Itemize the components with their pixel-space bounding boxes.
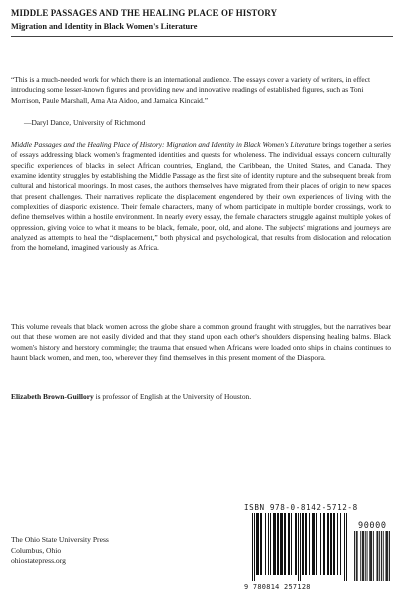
addon-bar bbox=[381, 531, 382, 581]
barcode-bar bbox=[346, 513, 347, 581]
addon-bar bbox=[357, 531, 358, 581]
barcode-bar bbox=[334, 513, 335, 575]
barcode-bar bbox=[306, 513, 307, 575]
barcode-bar bbox=[330, 513, 331, 575]
barcode-bar bbox=[296, 513, 297, 575]
barcode-bar bbox=[280, 513, 281, 575]
barcode-bar bbox=[295, 513, 296, 575]
barcode-bar bbox=[323, 513, 324, 575]
addon-bar bbox=[373, 531, 374, 581]
addon-bar bbox=[383, 531, 384, 581]
barcode-bar bbox=[316, 513, 317, 575]
barcode-bar bbox=[282, 513, 283, 575]
description-paragraph-1 bbox=[11, 140, 391, 254]
barcode-bar bbox=[327, 513, 328, 575]
barcode-bar bbox=[320, 513, 321, 575]
barcode-bar bbox=[344, 513, 345, 581]
addon-bar bbox=[387, 531, 388, 581]
barcode-bar bbox=[284, 513, 285, 575]
barcode-bar bbox=[312, 513, 313, 575]
author-name: Elizabeth Brown-Guillory bbox=[11, 392, 94, 401]
barcode-bar bbox=[331, 513, 332, 575]
barcode-bar bbox=[252, 513, 253, 581]
barcode-bar bbox=[309, 513, 310, 575]
barcode-bar bbox=[305, 513, 306, 575]
addon-bar bbox=[369, 531, 370, 581]
barcode-bar bbox=[261, 513, 262, 575]
addon-bar bbox=[363, 531, 364, 581]
addon-bar bbox=[379, 531, 380, 581]
barcode-bar bbox=[258, 513, 259, 575]
addon-bar bbox=[356, 531, 357, 581]
barcode-bar bbox=[274, 513, 275, 575]
addon-bar bbox=[365, 531, 366, 581]
addon-bar bbox=[377, 531, 378, 581]
addon-bar bbox=[386, 531, 387, 581]
barcode-bar bbox=[275, 513, 276, 575]
addon-bar bbox=[377, 531, 378, 581]
barcode-bar bbox=[291, 513, 292, 575]
barcode-bar bbox=[281, 513, 282, 575]
publisher-location: Columbus, Ohio bbox=[11, 545, 62, 555]
barcode-bar bbox=[285, 513, 286, 575]
barcode-digits: 9 780814 257128 bbox=[244, 583, 311, 591]
barcode-bar bbox=[278, 513, 279, 575]
barcode-bar bbox=[337, 513, 338, 575]
barcode-bar bbox=[314, 513, 315, 575]
barcode-bar bbox=[254, 513, 255, 581]
author-bio-text: is professor of English at the University of Houston. bbox=[93, 392, 252, 401]
endorsement-quote: “This is a much-needed work for which there is an international audience. The essays cover a variety of writers, in effect introducing some lesser-known figures and providing new and innovative readings of established figures, such as Toni Morrison, Paule Marshall, Ama Ata Aidoo, and Jamaica Kincaid.” bbox=[11, 75, 371, 105]
barcode-bar bbox=[333, 513, 334, 575]
barcode-bar bbox=[324, 513, 325, 575]
book-title: MIDDLE PASSAGES AND THE HEALING PLACE OF HISTORY bbox=[11, 8, 278, 18]
addon-bar bbox=[354, 531, 355, 581]
barcode-bar bbox=[302, 513, 303, 575]
endorsement-attribution: —Daryl Dance, University of Richmond bbox=[24, 118, 146, 127]
header-divider bbox=[11, 36, 393, 37]
publisher-info bbox=[11, 535, 171, 567]
barcode-bar bbox=[288, 513, 289, 575]
barcode-bar bbox=[298, 513, 299, 581]
barcode-bar bbox=[260, 513, 261, 575]
barcode-bar bbox=[257, 513, 258, 575]
price-code: 90000 bbox=[358, 521, 387, 531]
barcode-bar bbox=[328, 513, 329, 575]
barcode-bar bbox=[265, 513, 266, 575]
barcode-bar bbox=[313, 513, 314, 575]
isbn-label: ISBN 978-0-8142-5712-8 bbox=[244, 503, 358, 512]
barcode-bar bbox=[289, 513, 290, 575]
addon-bar bbox=[389, 531, 390, 581]
publisher-website[interactable]: ohiostatepress.org bbox=[11, 556, 66, 566]
barcode-bar bbox=[256, 513, 257, 575]
barcode-bar bbox=[270, 513, 271, 575]
description-paragraph-2: This volume reveals that black women across the globe share a common ground fraught with struggles, but the narratives bear out that these women are not easily divided and that they stand upon each other's shoulders dispensing healing balms. Black women's history and herstory commingle; the trauma that ensued when Africans were loaded onto ships in chains continues to haunt black women, and men, too, wherever they find themselves in this present moment of the Diaspora. bbox=[11, 322, 391, 363]
addon-bar bbox=[362, 531, 363, 581]
barcode-bar bbox=[300, 513, 301, 581]
addon-bar bbox=[371, 531, 372, 581]
barcode-bar bbox=[340, 513, 341, 575]
barcode-bar bbox=[268, 513, 269, 575]
description-book-title: Middle Passages and the Healing Place of History: Migration and Identity in Black Women's Literature bbox=[11, 140, 321, 149]
author-bio bbox=[11, 392, 391, 402]
barcode-bar bbox=[273, 513, 274, 575]
book-subtitle: Migration and Identity in Black Women's Literature bbox=[11, 22, 198, 31]
addon-bar bbox=[367, 531, 368, 581]
publisher-name: The Ohio State University Press bbox=[11, 535, 109, 544]
addon-bar bbox=[360, 531, 361, 581]
addon-bar bbox=[370, 531, 371, 581]
description-text: brings together a series of essays addressing black women's fragmented identities and quests for wholeness. The individual essays concern culturally specific experiences of blacks in select African countries, England, the Caribbean, the United States, and Canada. They examine identity struggles by establishing the Middle Passage as the first site of identity rupture and the subsequent break from cultural and historical moorings. In most cases, the authors themselves have migrated from their places of origin to new spaces that present challenges. Their narratives replicate the displacement engendered by their own experiences of living with the complexities of diasporic existence. Their female characters, many of whom participate in multiple border crossings, work to define themselves within a hostile environment. In nearly every essay, the female characters struggle against multiple yokes of oppression, giving voice to what it means to be black, female, poor, old, and alone. The subjects' migrations and journeys are analyzed as attempts to heal the “displacement,” both physical and psychological, that results from dislocation and relocation from the homeland, imagined variously as Africa. bbox=[11, 140, 391, 253]
addon-bar bbox=[386, 531, 387, 581]
barcode-bar bbox=[303, 513, 304, 575]
barcode-bar bbox=[277, 513, 278, 575]
